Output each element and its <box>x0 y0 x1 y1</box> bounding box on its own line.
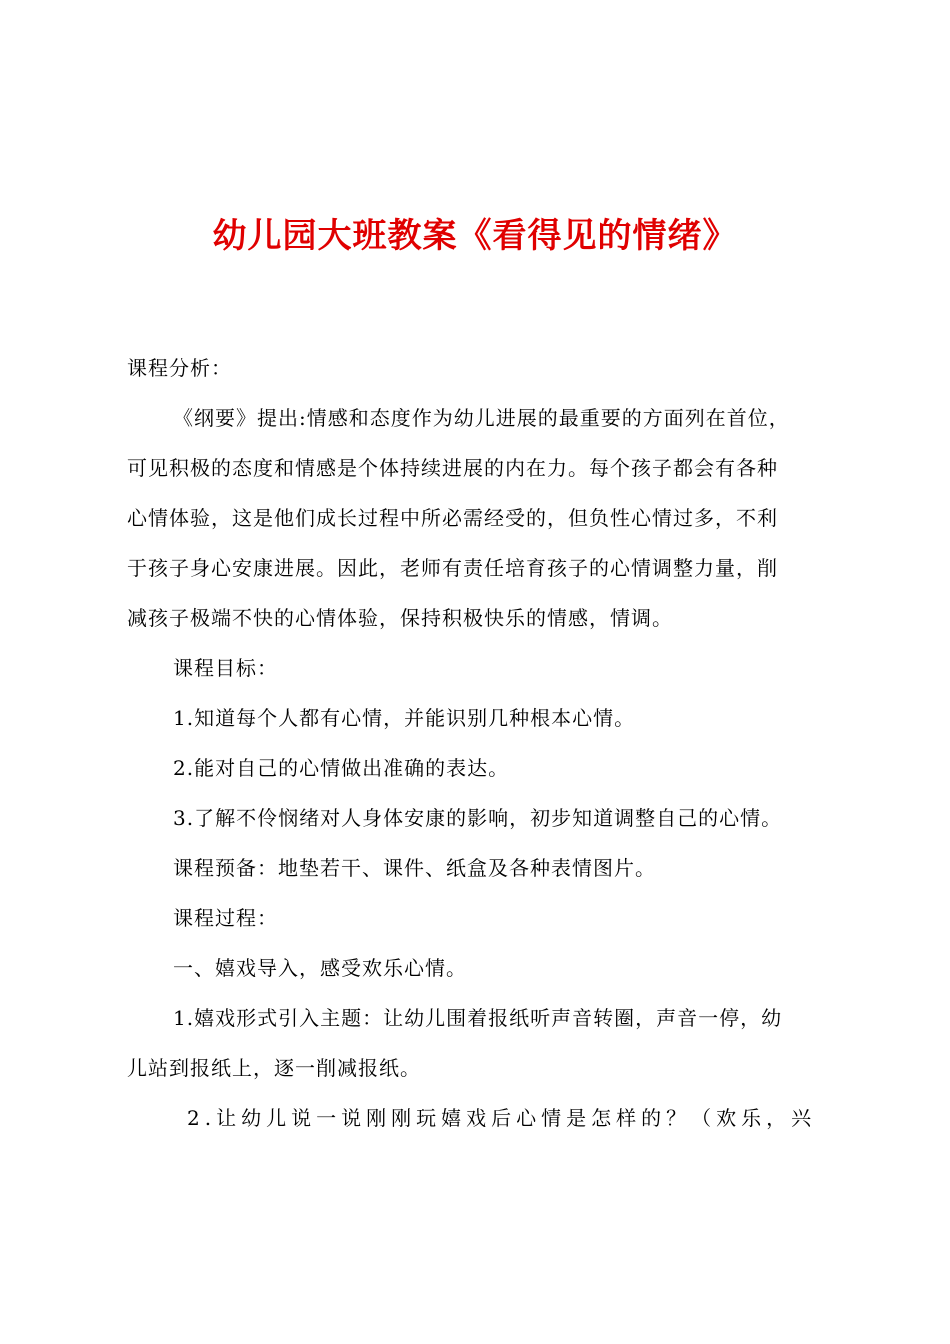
document-title: 幼儿园大班教案《看得见的情绪》 <box>212 216 738 256</box>
section-heading-goals: 课程目标： <box>173 656 278 680</box>
list-item: 2.能对自己的心情做出准确的表达。 <box>173 756 510 780</box>
subsection-heading: 一、嬉戏导入，感受欢乐心情。 <box>173 956 467 980</box>
document-body <box>127 343 829 1143</box>
paragraph-line: 《纲要》提出:情感和态度作为幼儿进展的最重要的方面列在首位， <box>173 406 790 430</box>
section-heading-preparation: 课程预备：地垫若干、课件、纸盒及各种表情图片。 <box>173 856 656 880</box>
paragraph-line: 心情体验，这是他们成长过程中所必需经受的，但负性心情过多，不利 <box>127 506 778 530</box>
paragraph-line: 于孩子身心安康进展。因此，老师有责任培育孩子的心情调整力量，削 <box>127 556 778 580</box>
list-item: 2.让幼儿说一说刚刚玩嬉戏后心情是怎样的？（欢乐，兴 <box>187 1106 817 1130</box>
list-item: 3.了解不伶悯绪对人身体安康的影响，初步知道调整自己的心情。 <box>173 806 783 830</box>
list-item: 1.知道每个人都有心情，并能识别几种根本心情。 <box>173 706 636 730</box>
list-item: 1.嬉戏形式引入主题：让幼儿围着报纸听声音转圈，声音一停，幼 <box>173 1006 783 1030</box>
section-heading-analysis: 课程分析： <box>127 356 232 380</box>
paragraph-line: 可见积极的态度和情感是个体持续进展的内在力。每个孩子都会有各种 <box>127 456 778 480</box>
paragraph-line: 儿站到报纸上，逐一削减报纸。 <box>127 1056 421 1080</box>
paragraph-line: 减孩子极端不快的心情体验，保持积极快乐的情感，情调。 <box>127 606 673 630</box>
section-heading-process: 课程过程： <box>173 906 278 930</box>
